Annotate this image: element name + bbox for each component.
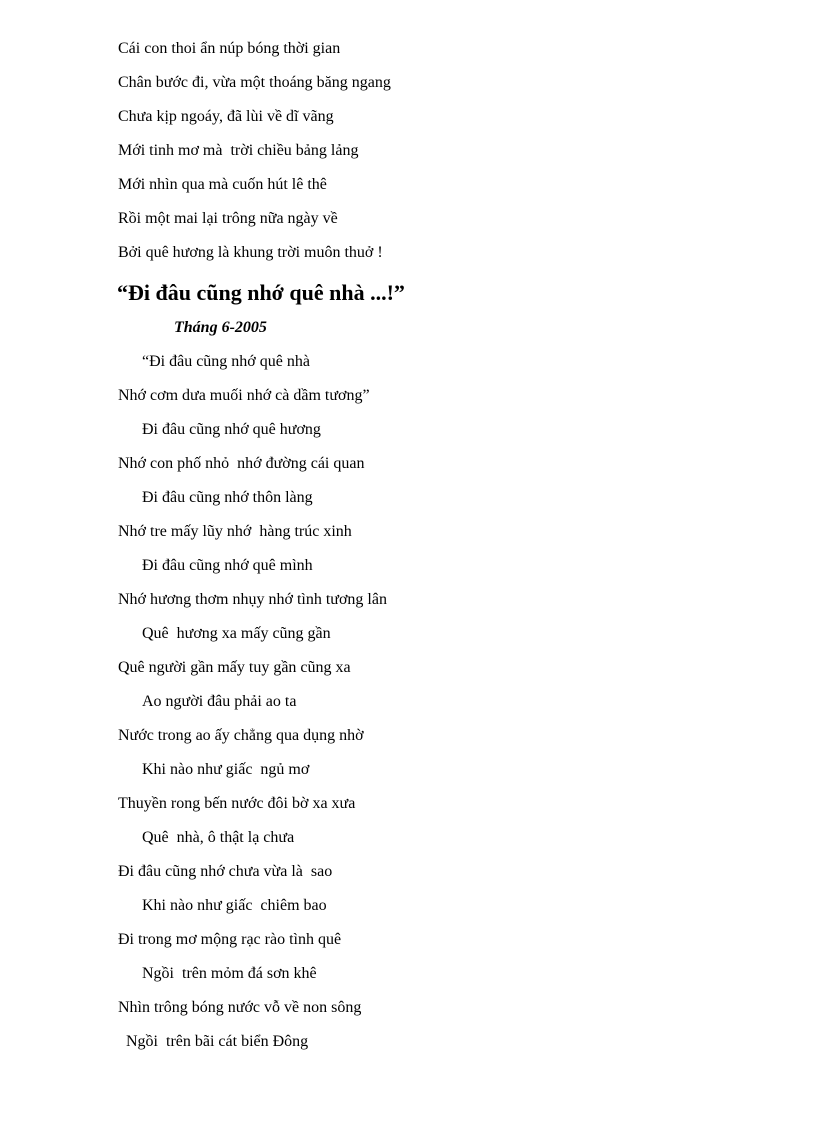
poem-line-11: Ao người đâu phải ao ta (142, 693, 297, 710)
poem-line-2: Nhớ cơm dưa muối nhớ cà dầm tương” (118, 387, 370, 404)
poem-line-10: Quê người gần mấy tuy gần cũng xa (118, 659, 351, 676)
intro-line-1: Cái con thoi ẩn núp bóng thời gian (118, 40, 341, 57)
intro-line-6: Rồi một mai lại trông nữa ngày về (118, 210, 338, 227)
intro-line-5: Mới nhìn qua mà cuốn hút lê thê (118, 176, 327, 193)
poem-date: Tháng 6-2005 (174, 319, 267, 336)
intro-line-2: Chân bước đi, vừa một thoáng băng ngang (118, 74, 391, 91)
poem-line-18: Đi trong mơ mộng rạc rào tình quê (118, 931, 342, 948)
intro-line-3: Chưa kịp ngoáy, đã lùi về dĩ vãng (118, 108, 334, 125)
intro-line-4: Mới tinh mơ mà trời chiều bảng lảng (118, 142, 359, 159)
poem-line-21: Ngồi trên bãi cát biển Đông (126, 1033, 309, 1050)
poem-title: “Đi đâu cũng nhớ quê nhà ...!” (117, 280, 405, 305)
poem-line-4: Nhớ con phố nhỏ nhớ đường cái quan (118, 455, 365, 472)
poem-line-6: Nhớ tre mấy lũy nhớ hàng trúc xinh (118, 523, 352, 540)
poem-line-7: Đi đâu cũng nhớ quê mình (142, 557, 313, 574)
poem-line-13: Khi nào như giấc ngủ mơ (142, 761, 310, 778)
intro-line-7: Bởi quê hương là khung trời muôn thuở ! (118, 244, 383, 261)
poem-line-14: Thuyền rong bến nước đôi bờ xa xưa (118, 795, 356, 812)
poem-line-8: Nhớ hương thơm nhụy nhớ tình tương lân (118, 591, 387, 608)
poem-line-1: “Đi đâu cũng nhớ quê nhà (142, 353, 310, 370)
poem-line-5: Đi đâu cũng nhớ thôn làng (142, 489, 313, 506)
poem-line-19: Ngồi trên mỏm đá sơn khê (142, 965, 317, 982)
poem-line-16: Đi đâu cũng nhớ chưa vừa là sao (118, 863, 333, 880)
poem-line-12: Nước trong ao ấy chẳng qua dụng nhờ (118, 727, 364, 744)
poem-line-20: Nhìn trông bóng nước vỗ về non sông (118, 999, 362, 1016)
poem-line-17: Khi nào như giấc chiêm bao (142, 897, 327, 914)
poem-line-3: Đi đâu cũng nhớ quê hương (142, 421, 321, 438)
poem-line-9: Quê hương xa mấy cũng gần (142, 625, 331, 642)
poem-line-15: Quê nhà, ô thật lạ chưa (142, 829, 295, 846)
